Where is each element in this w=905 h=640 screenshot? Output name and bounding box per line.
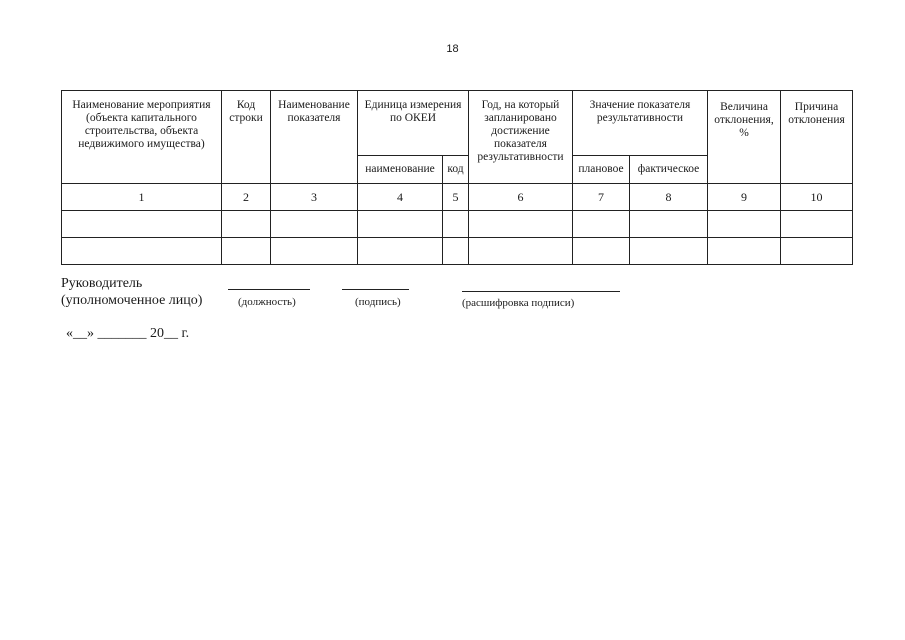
- signature-line: [342, 289, 409, 290]
- signature-label-head: Руководитель: [61, 276, 143, 291]
- column-number: 9: [708, 184, 781, 211]
- table-cell: [271, 238, 358, 265]
- table-row: [62, 211, 853, 238]
- header-unit-name: наименование: [358, 156, 443, 184]
- table-cell: [469, 211, 573, 238]
- header-row-code: Код строки: [222, 91, 271, 184]
- table-cell: [222, 238, 271, 265]
- column-number: 4: [358, 184, 443, 211]
- date-line: «__» _______ 20__ г.: [66, 326, 190, 341]
- page-number: 18: [446, 43, 459, 55]
- report-table: [61, 90, 853, 265]
- column-number: 3: [271, 184, 358, 211]
- header-deviation-value: Величина отклонения, %: [708, 91, 781, 184]
- position-line: [228, 289, 310, 290]
- header-event-name: Наименование мероприятия (объекта капитального строительства, объекта недвижимого имущества): [62, 91, 222, 184]
- table-cell: [358, 238, 443, 265]
- header-deviation-reason: Причина отклонения: [781, 91, 853, 184]
- table-cell: [781, 211, 853, 238]
- table-cell: [708, 211, 781, 238]
- column-number: 8: [630, 184, 708, 211]
- table-cell: [781, 238, 853, 265]
- decoding-line: [462, 291, 620, 292]
- header-planned: плановое: [573, 156, 630, 184]
- table-cell: [573, 238, 630, 265]
- table-cell: [630, 238, 708, 265]
- column-number: 6: [469, 184, 573, 211]
- signature-block: [61, 272, 661, 322]
- table-cell: [62, 238, 222, 265]
- position-caption: (должность): [238, 296, 296, 308]
- header-indicator-name: Наименование показателя: [271, 91, 358, 184]
- table-cell: [443, 238, 469, 265]
- signature-label-authorized: (уполномоченное лицо): [61, 293, 203, 308]
- column-number: 7: [573, 184, 630, 211]
- table-row: [62, 238, 853, 265]
- header-actual: фактическое: [630, 156, 708, 184]
- header-indicator-value: Значение показателя результативности: [573, 91, 708, 156]
- header-unit-okei: Единица измерения по ОКЕИ: [358, 91, 469, 156]
- table-cell: [573, 211, 630, 238]
- table-cell: [222, 211, 271, 238]
- column-number: 10: [781, 184, 853, 211]
- signature-caption: (подпись): [355, 296, 401, 308]
- header-planned-year: Год, на который запланировано достижение показателя результативности: [469, 91, 573, 184]
- decoding-caption: (расшифровка подписи): [462, 297, 575, 309]
- table-cell: [469, 238, 573, 265]
- table-cell: [443, 211, 469, 238]
- header-unit-code: код: [443, 156, 469, 184]
- column-number: 1: [62, 184, 222, 211]
- column-number-row: [62, 184, 853, 211]
- header-row-top: [62, 91, 853, 156]
- table-cell: [271, 211, 358, 238]
- column-number: 2: [222, 184, 271, 211]
- table-cell: [62, 211, 222, 238]
- table-cell: [708, 238, 781, 265]
- column-number: 5: [443, 184, 469, 211]
- table-cell: [630, 211, 708, 238]
- table-cell: [358, 211, 443, 238]
